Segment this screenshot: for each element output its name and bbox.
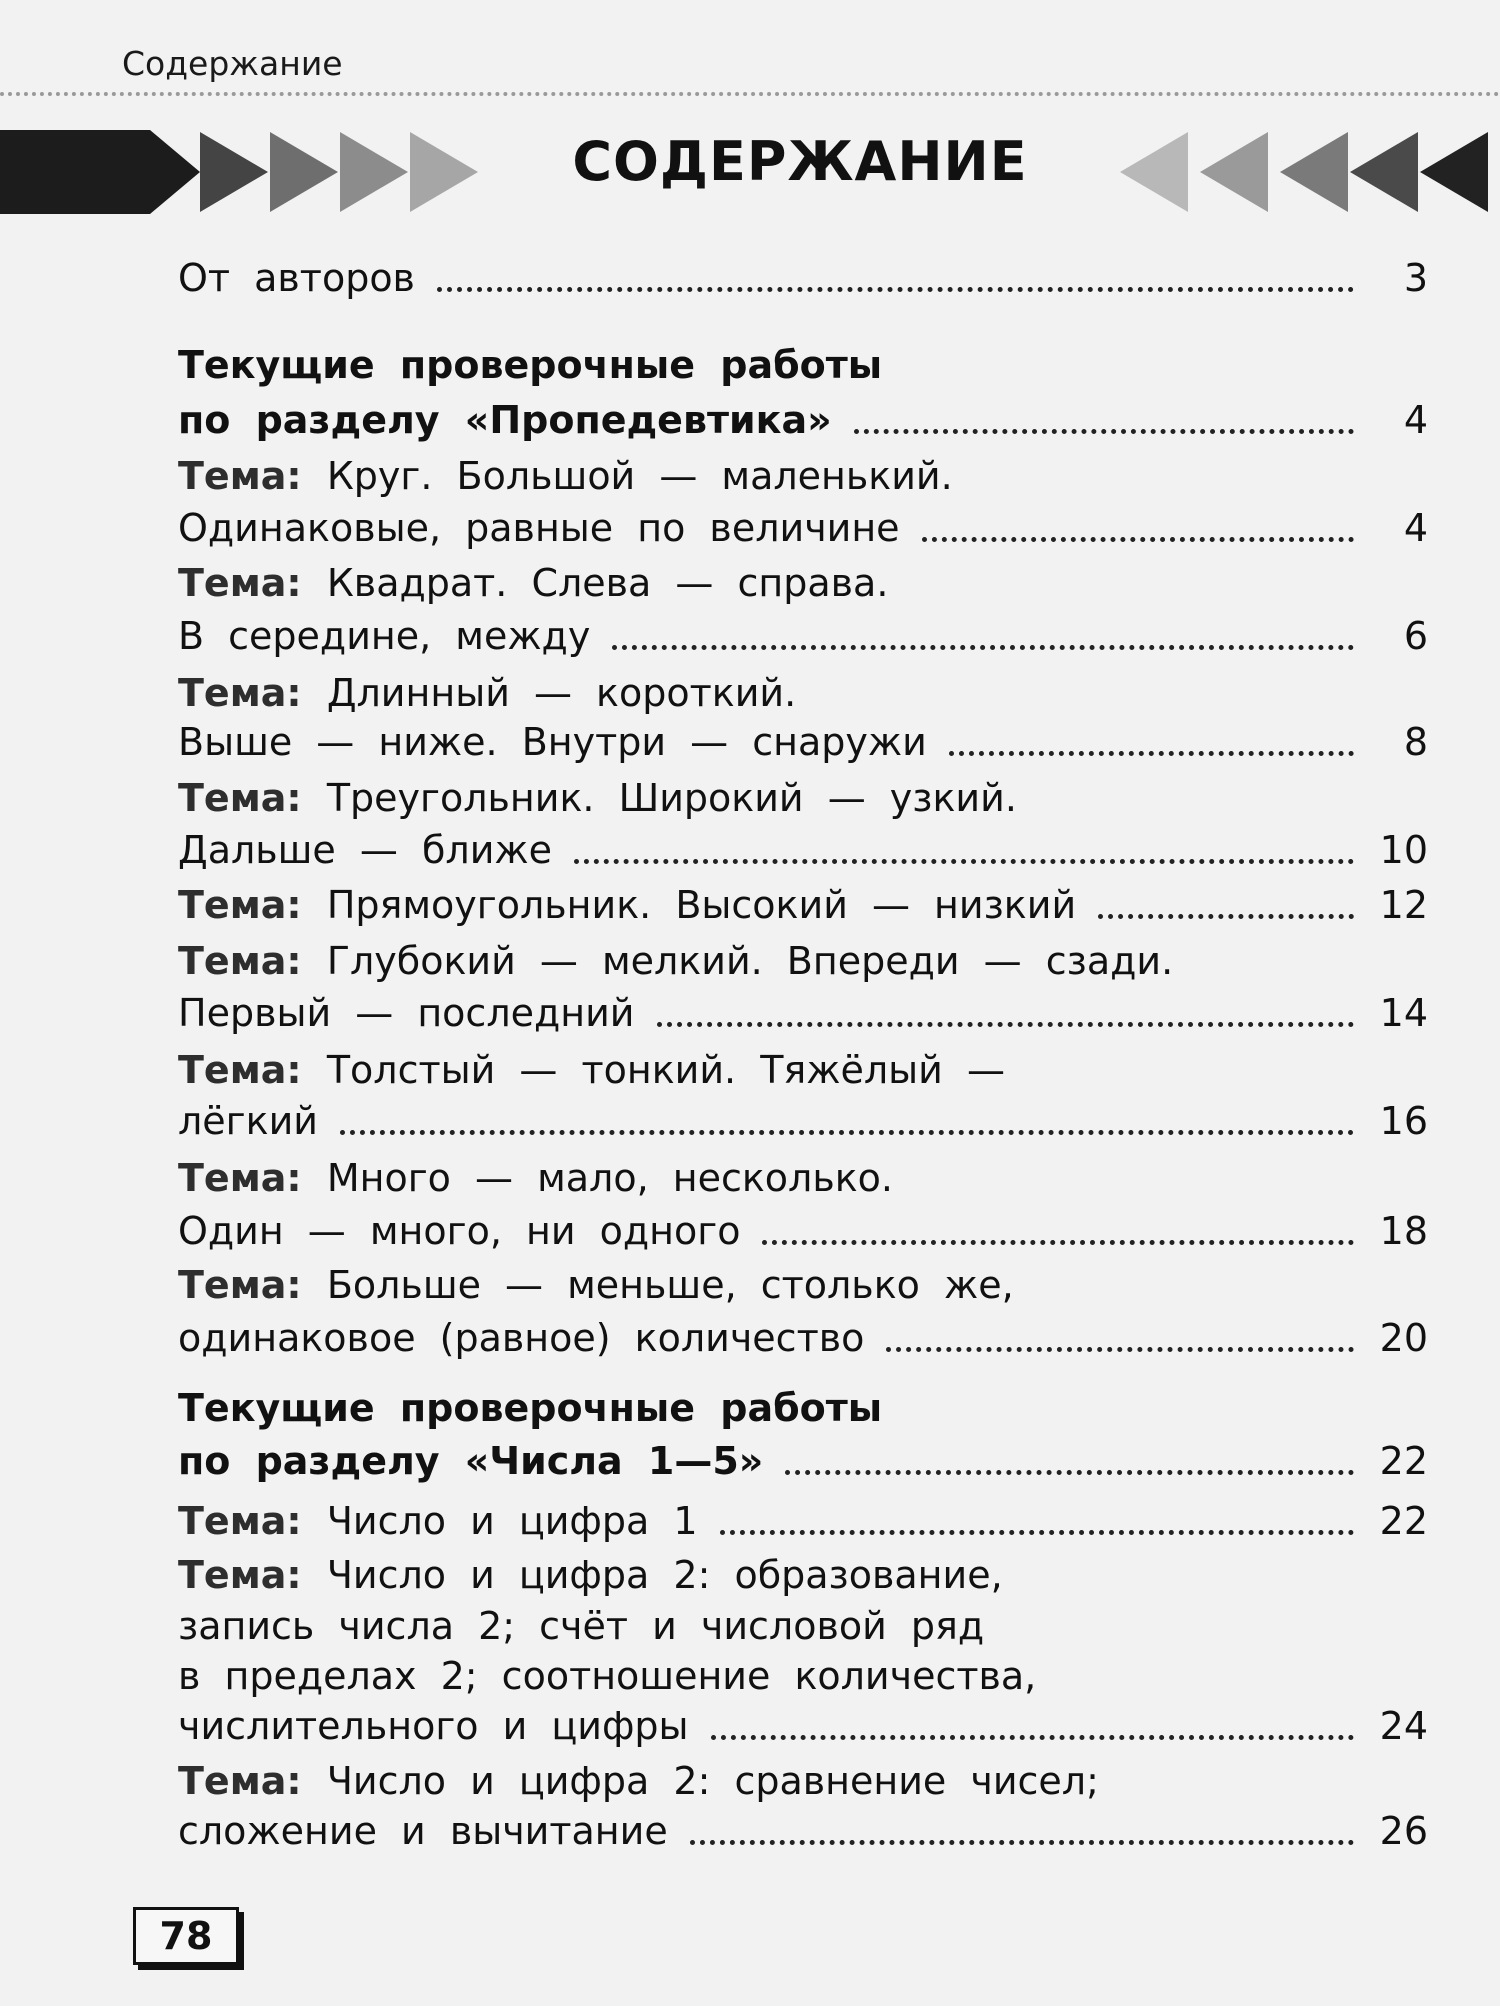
toc-entry-title: Дальше — ближе (178, 828, 552, 872)
toc-entry-title: запись числа 2; счёт и числовой ряд (178, 1604, 985, 1648)
toc-entry-text (178, 822, 552, 878)
toc-page-number: 22 (1379, 1439, 1428, 1483)
toc-entry (178, 555, 1428, 611)
toc-topic-label: Тема: (178, 883, 327, 927)
toc-page-number: 22 (1379, 1499, 1428, 1543)
toc-entry-text (178, 1753, 1099, 1809)
toc-entry-title: Много — мало, несколько. (326, 1156, 894, 1200)
toc-dot-leader (854, 429, 1354, 434)
toc-page-number: 6 (1403, 614, 1428, 658)
toc-entry (178, 608, 1428, 664)
page-title: СОДЕРЖАНИЕ (572, 130, 1028, 193)
toc-topic-label: Тема: (178, 1048, 327, 1092)
toc-entry (178, 337, 1428, 393)
toc-entry-text (178, 1310, 864, 1366)
toc-entry (178, 933, 1428, 989)
toc-topic-label: Тема: (178, 561, 327, 605)
toc-page-number: 26 (1379, 1809, 1428, 1853)
toc-entry (178, 985, 1428, 1041)
toc-entry-text (178, 337, 882, 393)
toc-page-number: 12 (1379, 883, 1428, 927)
toc-entry-title: сложение и вычитание (178, 1809, 668, 1853)
toc-entry (178, 714, 1428, 770)
toc-entry-text (178, 1598, 984, 1654)
toc-entry-title: по разделу «Числа 1—5» (178, 1439, 764, 1483)
toc-topic-label: Тема: (178, 776, 327, 820)
toc-entry (178, 1598, 1428, 1654)
toc-page-number: 16 (1379, 1099, 1428, 1143)
toc-entry-title: Глубокий — мелкий. Впереди — сзади. (326, 939, 1174, 983)
toc-entry-title: Выше — ниже. Внутри — снаружи (178, 720, 927, 764)
toc-topic-label: Тема: (178, 1263, 327, 1307)
page-number: 78 (133, 1907, 239, 1965)
toc-entry-title: Текущие проверочные работы (178, 1386, 883, 1430)
toc-entry-text (178, 555, 888, 611)
toc-page-number: 8 (1403, 720, 1428, 764)
toc-entry-title: От авторов (178, 256, 415, 300)
toc-dot-leader (949, 751, 1354, 756)
toc-topic-label: Тема: (178, 1499, 327, 1543)
toc-entry-text (178, 1547, 1003, 1603)
toc-entry-text (178, 665, 796, 721)
toc-dot-leader (720, 1530, 1354, 1535)
toc-entry (178, 770, 1428, 826)
toc-page-number: 4 (1403, 506, 1428, 550)
toc-page-number: 24 (1379, 1704, 1428, 1748)
toc-dot-leader (690, 1840, 1354, 1845)
running-head: Содержание (122, 44, 343, 83)
toc-entry-text (178, 985, 635, 1041)
toc-entry (178, 392, 1428, 448)
toc-entry (178, 250, 1428, 306)
toc-dot-leader (574, 859, 1354, 864)
toc-dot-leader (886, 1347, 1354, 1352)
toc-entry (178, 1648, 1428, 1704)
toc-entry-title: Длинный — короткий. (326, 671, 797, 715)
toc-entry (178, 1380, 1428, 1436)
toc-entry-text (178, 1648, 1036, 1704)
toc-entry-title: Одинаковые, равные по величине (178, 506, 900, 550)
toc-page-number: 3 (1403, 256, 1428, 300)
toc-entry (178, 1310, 1428, 1366)
toc-entry-title: В середине, между (178, 614, 591, 658)
toc-entry-title: числительного и цифры (178, 1704, 689, 1748)
toc-entry (178, 665, 1428, 721)
toc-entry-title: Число и цифра 1 (326, 1499, 698, 1543)
toc-dot-leader (437, 287, 1354, 292)
toc-entry-text (178, 1380, 882, 1436)
toc-entry-title: Текущие проверочные работы (178, 343, 883, 387)
toc-entry-title: Первый — последний (178, 991, 635, 1035)
toc-page-number: 14 (1379, 991, 1428, 1035)
toc-topic-label: Тема: (178, 454, 327, 498)
toc-entry-text (178, 770, 1017, 826)
toc-entry (178, 1803, 1428, 1859)
toc-entry-title: Треугольник. Широкий — узкий. (326, 776, 1017, 820)
toc-dot-leader (711, 1735, 1354, 1740)
toc-entry-title: Больше — меньше, столько же, (326, 1263, 1014, 1307)
toc-entry (178, 1093, 1428, 1149)
toc-entry-text (178, 1093, 318, 1149)
toc-entry-text (178, 877, 1076, 933)
toc-entry (178, 1493, 1428, 1549)
toc-page-number: 18 (1379, 1209, 1428, 1253)
toc-entry-text (178, 392, 832, 448)
toc-entry-text (178, 500, 900, 556)
toc-entry (178, 1433, 1428, 1489)
toc-dot-leader (612, 645, 1354, 650)
toc-entry-title: Число и цифра 2: сравнение чисел; (326, 1759, 1099, 1803)
toc-entry (178, 1203, 1428, 1259)
toc-entry (178, 1150, 1428, 1206)
toc-topic-label: Тема: (178, 1553, 327, 1597)
toc-dot-leader (785, 1470, 1354, 1475)
toc-topic-label: Тема: (178, 939, 327, 983)
toc-topic-label: Тема: (178, 1156, 327, 1200)
toc-entry (178, 1698, 1428, 1754)
toc-entry-text (178, 714, 927, 770)
toc-entry-title: Толстый — тонкий. Тяжёлый — (326, 1048, 1005, 1092)
toc-entry-title: по разделу «Пропедевтика» (178, 398, 832, 442)
toc-entry-text (178, 608, 590, 664)
toc-dot-leader (762, 1240, 1354, 1245)
toc-topic-label: Тема: (178, 1759, 327, 1803)
toc-entry-title: Квадрат. Слева — справа. (326, 561, 889, 605)
toc-entry (178, 1042, 1428, 1098)
toc-entry-text (178, 1042, 1005, 1098)
toc-entry-text (178, 448, 953, 504)
toc-page-number: 10 (1379, 828, 1428, 872)
toc-entry-text (178, 1803, 668, 1859)
toc-entry-text (178, 933, 1173, 989)
toc-entry-title: Прямоугольник. Высокий — низкий (326, 883, 1077, 927)
toc-entry-text (178, 1257, 1014, 1313)
toc-entry-text (178, 1203, 740, 1259)
toc-dot-leader (922, 537, 1354, 542)
toc-page-number: 4 (1403, 398, 1428, 442)
toc-entry-title: лёгкий (178, 1099, 318, 1143)
toc-dot-leader (657, 1022, 1355, 1027)
toc-entry-title: Число и цифра 2: образование, (326, 1553, 1003, 1597)
toc-entry (178, 1547, 1428, 1603)
toc-entry-title: Один — много, ни одного (178, 1209, 741, 1253)
toc-entry-title: в пределах 2; соотношение количества, (178, 1654, 1037, 1698)
toc-entry-text (178, 1150, 893, 1206)
toc-dot-leader (1098, 914, 1354, 919)
toc-entry (178, 1753, 1428, 1809)
toc-topic-label: Тема: (178, 671, 327, 715)
toc-entry-text (178, 1698, 689, 1754)
toc-entry-title: одинаковое (равное) количество (178, 1316, 865, 1360)
toc-entry (178, 448, 1428, 504)
toc-entry (178, 822, 1428, 878)
toc-dot-leader (340, 1130, 1354, 1135)
toc-entry-text (178, 1433, 763, 1489)
toc-entry (178, 1257, 1428, 1313)
toc-page-number: 20 (1379, 1316, 1428, 1360)
toc-entry-title: Круг. Большой — маленький. (326, 454, 953, 498)
toc-entry-text (178, 250, 415, 306)
toc-entry (178, 500, 1428, 556)
toc-entry (178, 877, 1428, 933)
toc-entry-text (178, 1493, 698, 1549)
